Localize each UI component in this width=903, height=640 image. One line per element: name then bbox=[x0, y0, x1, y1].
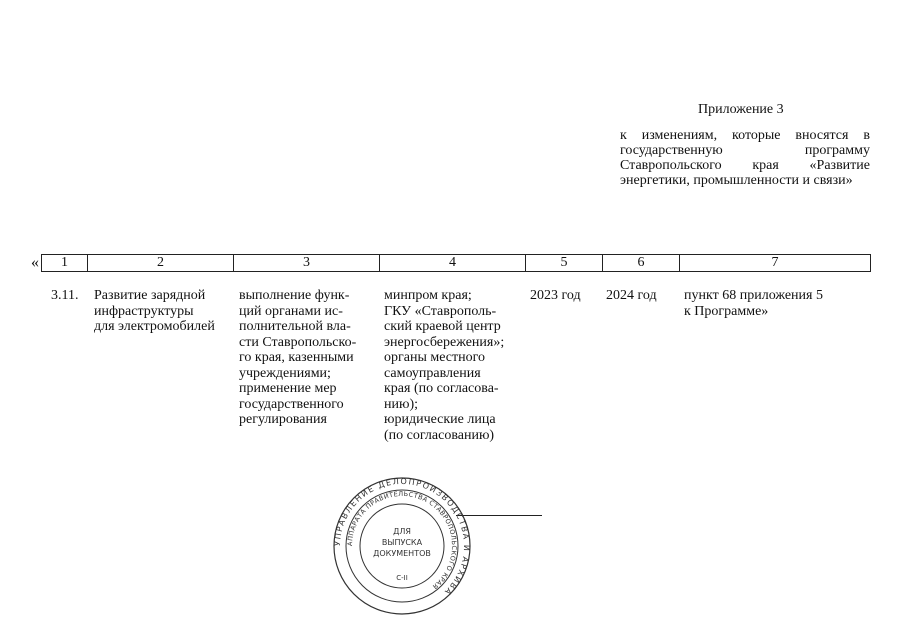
row-measures bbox=[239, 288, 375, 428]
col-number-2: 2 bbox=[88, 255, 234, 272]
row-executors-line: органы местного bbox=[384, 350, 485, 365]
row-executors-line: края (по согласова- bbox=[384, 381, 499, 396]
appendix-title: Приложение 3 bbox=[698, 102, 784, 117]
col-number-7: 7 bbox=[680, 255, 871, 272]
row-name bbox=[94, 288, 228, 335]
row-measures-line: государственного bbox=[239, 396, 344, 412]
row-measures-line: применение мер bbox=[239, 381, 337, 396]
row-measures-line: учреждениями; bbox=[239, 365, 331, 381]
row-name-line: инфраструктуры bbox=[94, 303, 194, 319]
row-measures-line: выполнение функ- bbox=[239, 288, 350, 303]
col-number-5: 5 bbox=[526, 255, 603, 272]
stamp-center-line: ДЛЯ bbox=[393, 527, 411, 536]
column-number-header bbox=[41, 254, 871, 272]
stamp-outer-text: УПРАВЛЕНИЕ ДЕЛОПРОИЗВОДСТВА И АРХИВА bbox=[332, 476, 472, 598]
row-start-year: 2023 год bbox=[530, 288, 581, 303]
row-executors-line: нию); bbox=[384, 396, 418, 412]
col-number-1: 1 bbox=[42, 255, 88, 272]
row-measures-line: регулирования bbox=[239, 412, 327, 427]
row-executors-line: ГКУ «Ставрополь- bbox=[384, 303, 497, 319]
official-stamp bbox=[332, 476, 472, 616]
appendix-subtitle: к изменениям, которые вносятся в государственную программу Ставропольского края «Развитие энергетики, промышленности и связи» bbox=[620, 128, 870, 188]
row-measures-line: ций органами ис- bbox=[239, 303, 343, 319]
row-executors-line: самоуправления bbox=[384, 365, 481, 381]
row-end-year: 2024 год bbox=[606, 288, 657, 303]
row-reference bbox=[684, 288, 864, 319]
opening-quote: « bbox=[31, 254, 39, 271]
col-number-3: 3 bbox=[234, 255, 380, 272]
col-number-4: 4 bbox=[380, 255, 526, 272]
row-executors-line: энергосбережения»; bbox=[384, 334, 505, 350]
row-reference-line: пункт 68 приложения 5 bbox=[684, 288, 823, 303]
row-executors-line: юридические лица bbox=[384, 412, 496, 427]
stamp-code: С-II bbox=[396, 574, 408, 582]
row-executors-line: ский краевой центр bbox=[384, 319, 501, 334]
row-number: 3.11. bbox=[51, 288, 79, 303]
row-executors-line: (по согласованию) bbox=[384, 427, 495, 443]
row-executors bbox=[384, 288, 520, 443]
row-name-line: Развитие зарядной bbox=[94, 288, 206, 303]
stamp-center-line: ДОКУМЕНТОВ bbox=[373, 549, 431, 558]
col-number-6: 6 bbox=[603, 255, 680, 272]
row-measures-line: го края, казенными bbox=[239, 350, 354, 365]
row-name-line: для электромобилей bbox=[94, 319, 215, 334]
row-reference-line: к Программе» bbox=[684, 303, 769, 319]
row-measures-line: сти Ставропольско- bbox=[239, 334, 357, 350]
row-executors-line: минпром края; bbox=[384, 288, 472, 303]
stamp-inner-text: АППАРАТА ПРАВИТЕЛЬСТВА СТАВРОПОЛЬСКОГО КРАЯ bbox=[345, 489, 459, 591]
stamp-center-line: ВЫПУСКА bbox=[381, 538, 423, 547]
row-measures-line: полнительной вла- bbox=[239, 319, 351, 334]
